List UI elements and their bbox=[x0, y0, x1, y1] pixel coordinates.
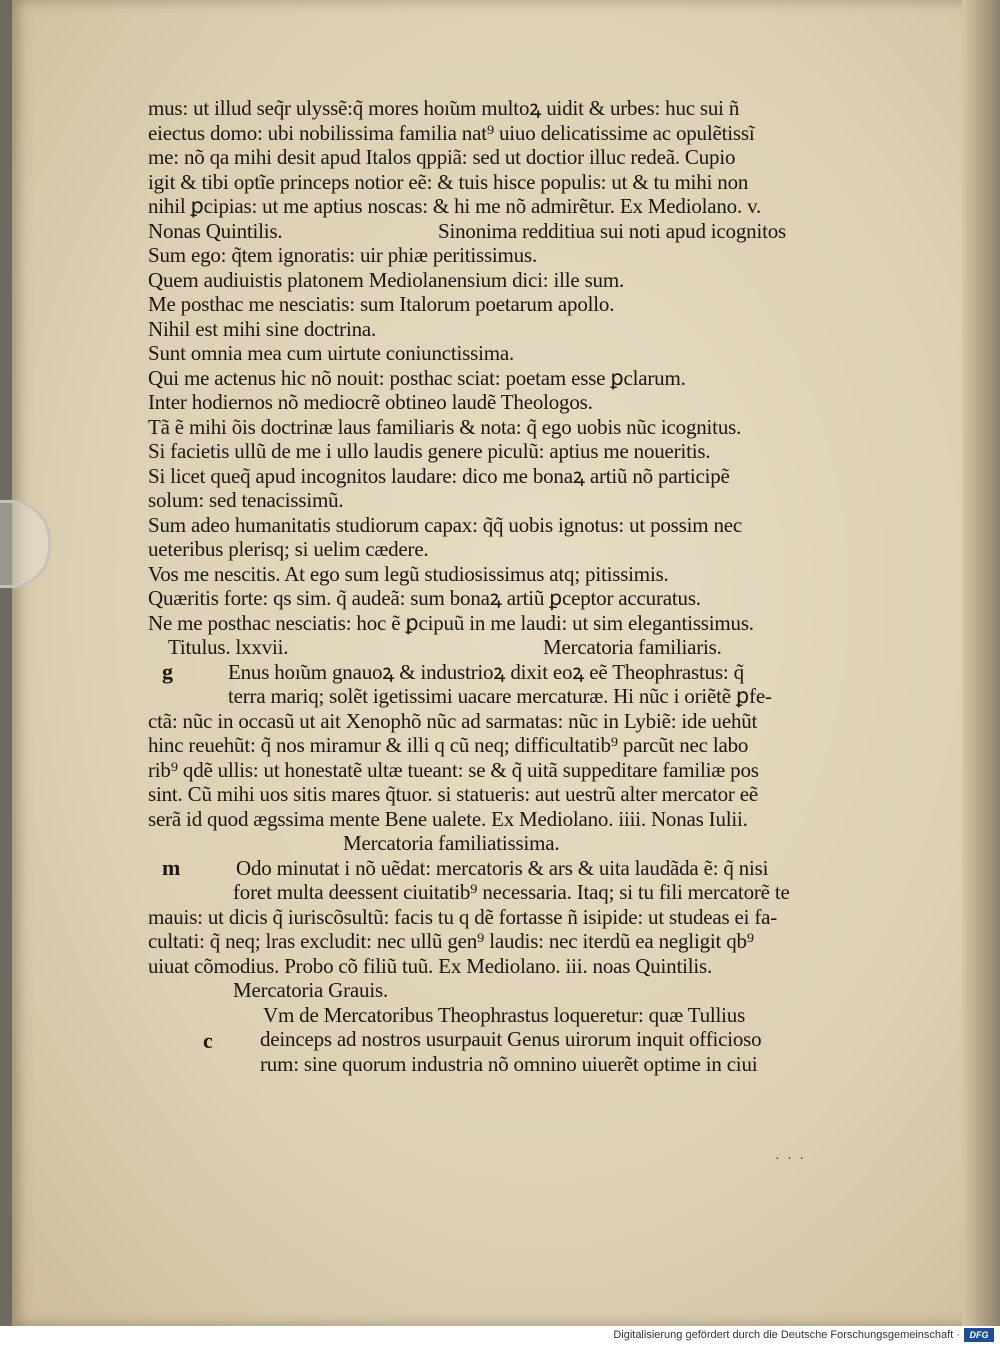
text-line: Enus hoı̃um gnauoꝝ & industrioꝝ dixit eoꝝ eẽ Theophrastus: q̃ bbox=[228, 659, 744, 684]
heading-line bbox=[148, 635, 898, 660]
funding-credit: Digitalisierung gefördert durch die Deutsche Forschungsgemeinschaft · bbox=[613, 1329, 960, 1341]
title-number: Titulus. lxxvii. bbox=[168, 635, 289, 659]
text-line: rib⁹ qdẽ ullis: ut honestatẽ ultæ tueant: se & q̃ uitã suppeditare familiæ pos bbox=[148, 757, 759, 782]
text-line: Vm de Mercatoribus Theophrastus loqueretur: quæ Tullius bbox=[263, 1002, 746, 1027]
signature-mark: · · · bbox=[775, 1152, 806, 1167]
text-line: Sum adeo humanitatis studiorum capax: q̃q̃ uobis ignotus: ut possim nec bbox=[148, 512, 742, 537]
page-edge bbox=[962, 0, 1000, 1326]
text-line: ctã: nũc in occasũ ut ait Xenophõ nũc ad sarmatas: nũc in Lybiẽ: ide uehũt bbox=[148, 708, 758, 733]
text-line: nihil ꝑcipias: ut me aptius noscas: & hi me nõ admirẽtur. Ex Mediolano. v. bbox=[148, 194, 762, 218]
text-line: eiectus domo: ubi nobilissima familia nat⁹ uiuo delicatissime ac opulẽtissĩ bbox=[148, 120, 755, 145]
text-line: Sunt omnia mea cum uirtute coniunctissima. bbox=[148, 341, 515, 365]
text-line: Nihil est mihi sine doctrina. bbox=[148, 316, 377, 341]
text-line: Vos me nescitis. At ego sum legũ studiosissimus atq; pitissimis. bbox=[148, 561, 669, 586]
footer-bar bbox=[0, 1326, 1000, 1346]
text-line: Sum ego: q̃tem ignoratis: uir phiæ peritissimus. bbox=[148, 243, 538, 267]
initial-letter: c bbox=[203, 1027, 213, 1053]
page-text bbox=[148, 96, 898, 1076]
text-line: Qui me actenus hic nõ nouit: posthac sciat: poetam esse ꝑclarum. bbox=[148, 365, 686, 390]
text-line: serã id quod ægssima mente Bene ualete. Ex Mediolano. iiii. Nonas Iulii. bbox=[148, 806, 748, 831]
text-line: Si facietis ullũ de me i ullo laudis genere piculũ: aptius me noueritis. bbox=[148, 439, 711, 463]
text-line: Si licet queq̃ apud incognitos laudare: dico me bonaꝝ artiũ nõ participẽ bbox=[148, 463, 730, 488]
initial-letter: g bbox=[162, 658, 173, 684]
text-line: Tã ẽ mihi õis doctrinæ laus familiaris & nota: q̃ ego uobis nũc icognitus. bbox=[148, 414, 742, 439]
text-line: sint. Cũ mihi uos sitis mares q̃tuor. si statueris: aut uestrũ alter mercator eẽ bbox=[148, 782, 758, 806]
text-line: deinceps ad nostros usurpauit Genus uirorum inquit officioso bbox=[260, 1027, 762, 1051]
text-line: rum: sine quorum industria nõ omnino uiuerẽt optime in ciui bbox=[260, 1051, 758, 1076]
paragraph bbox=[148, 856, 898, 979]
text-line: Me posthac me nesciatis: sum Italorum poetarum apollo. bbox=[148, 292, 615, 316]
text-line: mus: ut illud seq̃r ulyssẽ:q̃ mores hoı̃um multoꝝ uidit & urbes: huc sui ñ bbox=[148, 96, 740, 120]
text-line: me: nõ qa mihi desit apud Italos qppiã: sed ut doctior illuc redeã. Cupio bbox=[148, 145, 736, 169]
text-line: uiuat cõmodius. Probo cõ filiũ tuũ. Ex Mediolano. iii. noas Quintilis. bbox=[148, 953, 713, 978]
text-line: ueteribus plerisq; si uelim cædere. bbox=[148, 537, 429, 561]
date-text: Nonas Quintilis. bbox=[148, 218, 283, 243]
paragraph bbox=[148, 660, 898, 832]
text-line: Odo minutat i nõ uẽdat: mercatoris & ars & uita laudãda ẽ: q̃ nisi bbox=[236, 855, 769, 880]
section-heading: Mercatoria familiaris. bbox=[543, 635, 722, 659]
section-heading: Mercatoria Grauis. bbox=[233, 978, 388, 1002]
text-line: igit & tibi optĩe princeps notior eẽ: & tuis hisce populis: ut & tu mihi non bbox=[148, 169, 749, 194]
text-line: Quem audiuistis platonem Mediolanensium dici: ille sum. bbox=[148, 267, 625, 292]
text-line: Ne me posthac nesciatis: hoc ẽ ꝑcipuũ in me laudi: ut sim elegantissimus. bbox=[148, 610, 754, 635]
dfg-logo-icon: DFG bbox=[964, 1328, 994, 1342]
title-line bbox=[148, 219, 898, 244]
text-line: terra mariq; solẽt igetissimi uacare mercaturæ. Hi nũc i oriẽtẽ ꝑfe- bbox=[228, 684, 772, 708]
text-line: Inter hodiernos nõ mediocrẽ obtineo laudẽ Theologos. bbox=[148, 390, 593, 414]
text-line: foret multa deessent ciuitatib⁹ necessaria. Itaq; si tu fili mercatorẽ te bbox=[233, 880, 790, 904]
section-heading: Mercatoria familiatissima. bbox=[343, 831, 560, 855]
paragraph bbox=[148, 1003, 898, 1077]
text-line: cultati: q̃ neq; lras excludit: nec ullũ gen⁹ laudis: nec iterdũ ea negligit qb⁹ bbox=[148, 929, 754, 953]
text-line: mauis: ut dicis q̃ iuriscõsultũ: facis tu q dẽ fortasse ñ isipide: ut studeas ei fa- bbox=[148, 904, 778, 929]
initial-letter: m bbox=[162, 854, 181, 880]
section-title: Sinonima redditiua sui noti apud icognitos bbox=[438, 218, 786, 243]
text-line: solum: sed tenacissimũ. bbox=[148, 488, 344, 512]
text-line: hinc reuehũt: q̃ nos miramur & illi q cũ neq; difficultatib⁹ parcũt nec labo bbox=[148, 733, 749, 757]
text-line: Quæritis forte: qs sim. q̃ audeã: sum bonaꝝ artiũ ꝑceptor accuratus. bbox=[148, 586, 701, 610]
